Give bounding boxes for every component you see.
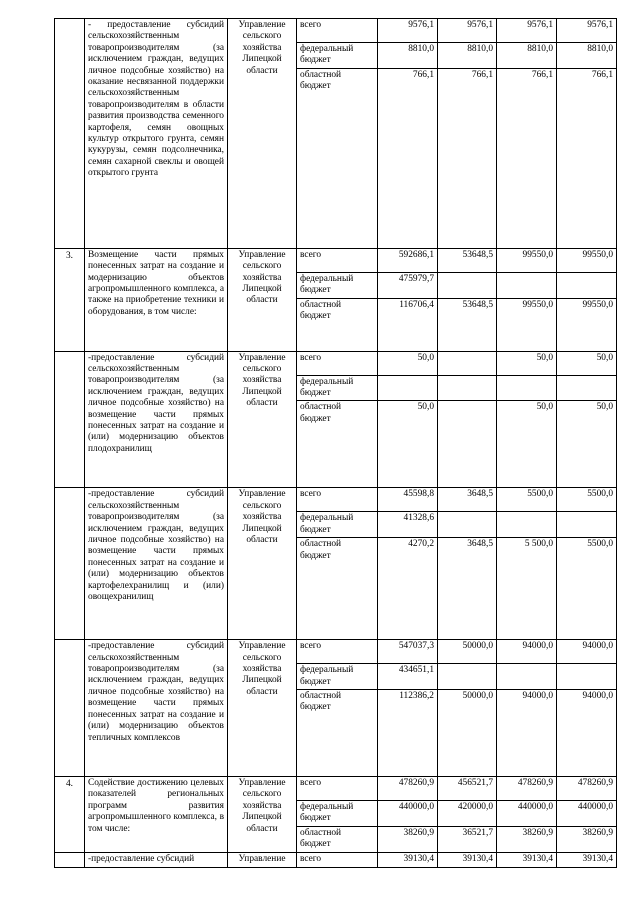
- amount-year-3: [497, 272, 557, 298]
- amount-year-1: 592686,1: [378, 248, 438, 272]
- amount-year-2: [438, 272, 497, 298]
- amount-year-2: 53648,5: [438, 298, 497, 351]
- amount-year-3: [497, 375, 557, 401]
- amount-year-2: 50000,0: [438, 640, 497, 664]
- funding-source: федеральный бюджет: [297, 43, 378, 69]
- amount-year-3: 5500,0: [497, 488, 557, 512]
- table-row: [55, 777, 617, 801]
- amount-year-1: 39130,4: [378, 852, 438, 867]
- table-row: [55, 852, 617, 867]
- amount-year-4: [557, 272, 617, 298]
- amount-year-1: 4270,2: [378, 538, 438, 640]
- amount-year-2: 766,1: [438, 68, 497, 248]
- amount-year-2: 3648,5: [438, 488, 497, 512]
- amount-year-4: 5500,0: [557, 488, 617, 512]
- row-number: [55, 640, 85, 777]
- amount-year-1: 38260,9: [378, 826, 438, 852]
- table-row: [55, 351, 617, 375]
- amount-year-1: 547037,3: [378, 640, 438, 664]
- amount-year-1: 434651,1: [378, 664, 438, 690]
- amount-year-3: [497, 512, 557, 538]
- amount-year-3: 99550,0: [497, 298, 557, 351]
- amount-year-2: [438, 375, 497, 401]
- amount-year-3: 39130,4: [497, 852, 557, 867]
- row-number: [55, 351, 85, 488]
- funding-source: федеральный бюджет: [297, 801, 378, 827]
- amount-year-3: 766,1: [497, 68, 557, 248]
- amount-year-3: 8810,0: [497, 43, 557, 69]
- funding-source: всего: [297, 640, 378, 664]
- table-row: [55, 640, 617, 664]
- amount-year-4: 38260,9: [557, 826, 617, 852]
- amount-year-2: [438, 512, 497, 538]
- funding-source: всего: [297, 351, 378, 375]
- amount-year-1: 50,0: [378, 351, 438, 375]
- amount-year-4: [557, 512, 617, 538]
- amount-year-1: 41328,6: [378, 512, 438, 538]
- amount-year-4: 440000,0: [557, 801, 617, 827]
- amount-year-3: 94000,0: [497, 640, 557, 664]
- measure-description: Содействие достижению целевых показателей региональных программ развития агропромышленного комплекса, в том числе:: [85, 777, 228, 853]
- amount-year-2: 3648,5: [438, 538, 497, 640]
- funding-source: областной бюджет: [297, 826, 378, 852]
- row-number: [55, 19, 85, 249]
- funding-source: всего: [297, 19, 378, 43]
- amount-year-4: 94000,0: [557, 690, 617, 777]
- funding-source: областной бюджет: [297, 538, 378, 640]
- executor-name: Управление сельского хозяйства Липецкой области: [228, 640, 297, 777]
- row-number: [55, 852, 85, 867]
- table-row: [55, 488, 617, 512]
- funding-source: всего: [297, 488, 378, 512]
- budget-table: [54, 18, 617, 868]
- amount-year-4: 94000,0: [557, 640, 617, 664]
- funding-source: областной бюджет: [297, 690, 378, 777]
- funding-source: областной бюджет: [297, 298, 378, 351]
- amount-year-4: 5500,0: [557, 538, 617, 640]
- executor-name: Управление сельского хозяйства Липецкой области: [228, 351, 297, 488]
- funding-source: федеральный бюджет: [297, 512, 378, 538]
- amount-year-2: [438, 351, 497, 375]
- measure-description: Возмещение части прямых понесенных затрат на создание и модернизацию объектов агропромышленного комплекса, а также на приобретение техники и оборудования, в том числе:: [85, 248, 228, 351]
- amount-year-3: [497, 664, 557, 690]
- amount-year-4: 8810,0: [557, 43, 617, 69]
- amount-year-4: 39130,4: [557, 852, 617, 867]
- table-row: [55, 248, 617, 272]
- amount-year-2: [438, 664, 497, 690]
- executor-name: Управление: [228, 852, 297, 867]
- amount-year-1: 475979,7: [378, 272, 438, 298]
- measure-description: - предоставление субсидий сельскохозяйственным товаропроизводителям (за исключением граждан, ведущих личное подсобные хозяйство) на оказание несвязанной поддержки сельскохозяйственным товаропроизводителям в области развития производства семенного картофеля, семян овощных культур открытого грунта, семян кукурузы, семян подсолнечника, семян сахарной свеклы и овощей открытого грунта: [85, 19, 228, 249]
- amount-year-2: 9576,1: [438, 19, 497, 43]
- measure-description: -предоставление субсидий сельскохозяйственным товаропроизводителям (за исключением граждан, ведущих личное подсобные хозяйство) на возмещение части прямых понесенных затрат на создание и (или) модернизацию объектов тепличных комплексов: [85, 640, 228, 777]
- amount-year-4: 478260,9: [557, 777, 617, 801]
- amount-year-3: 50,0: [497, 351, 557, 375]
- funding-source: областной бюджет: [297, 68, 378, 248]
- amount-year-3: 50,0: [497, 401, 557, 488]
- executor-name: Управление сельского хозяйства Липецкой области: [228, 19, 297, 249]
- funding-source: всего: [297, 852, 378, 867]
- funding-source: федеральный бюджет: [297, 375, 378, 401]
- amount-year-1: 45598,8: [378, 488, 438, 512]
- amount-year-3: 5 500,0: [497, 538, 557, 640]
- funding-source: федеральный бюджет: [297, 664, 378, 690]
- amount-year-1: 116706,4: [378, 298, 438, 351]
- amount-year-3: 440000,0: [497, 801, 557, 827]
- budget-table-body: [55, 19, 617, 868]
- executor-name: Управление сельского хозяйства Липецкой области: [228, 777, 297, 853]
- amount-year-4: [557, 375, 617, 401]
- amount-year-4: 50,0: [557, 401, 617, 488]
- amount-year-4: 9576,1: [557, 19, 617, 43]
- amount-year-2: 53648,5: [438, 248, 497, 272]
- measure-description: -предоставление субсидий: [85, 852, 228, 867]
- measure-description: -предоставление субсидий сельскохозяйственным товаропроизводителям (за исключением граждан, ведущих личное подсобные хозяйство) на возмещение части прямых понесенных затрат на создание и (или) модернизацию объектов картофелехранилищ и (или) овощехранилищ: [85, 488, 228, 640]
- amount-year-4: 99550,0: [557, 298, 617, 351]
- amount-year-2: 36521,7: [438, 826, 497, 852]
- amount-year-1: 112386,2: [378, 690, 438, 777]
- funding-source: федеральный бюджет: [297, 272, 378, 298]
- funding-source: всего: [297, 777, 378, 801]
- amount-year-4: 50,0: [557, 351, 617, 375]
- amount-year-1: 478260,9: [378, 777, 438, 801]
- funding-source: областной бюджет: [297, 401, 378, 488]
- amount-year-2: 420000,0: [438, 801, 497, 827]
- amount-year-3: 99550,0: [497, 248, 557, 272]
- amount-year-1: 9576,1: [378, 19, 438, 43]
- amount-year-2: 456521,7: [438, 777, 497, 801]
- amount-year-1: [378, 375, 438, 401]
- amount-year-4: [557, 664, 617, 690]
- amount-year-2: 8810,0: [438, 43, 497, 69]
- executor-name: Управление сельского хозяйства Липецкой области: [228, 488, 297, 640]
- amount-year-2: [438, 401, 497, 488]
- amount-year-1: 8810,0: [378, 43, 438, 69]
- amount-year-1: 766,1: [378, 68, 438, 248]
- amount-year-1: 440000,0: [378, 801, 438, 827]
- amount-year-4: 99550,0: [557, 248, 617, 272]
- amount-year-4: 766,1: [557, 68, 617, 248]
- table-row: [55, 19, 617, 43]
- funding-source: всего: [297, 248, 378, 272]
- row-number: 4.: [55, 777, 85, 853]
- amount-year-1: 50,0: [378, 401, 438, 488]
- amount-year-3: 38260,9: [497, 826, 557, 852]
- amount-year-3: 9576,1: [497, 19, 557, 43]
- amount-year-3: 478260,9: [497, 777, 557, 801]
- amount-year-2: 39130,4: [438, 852, 497, 867]
- amount-year-3: 94000,0: [497, 690, 557, 777]
- executor-name: Управление сельского хозяйства Липецкой области: [228, 248, 297, 351]
- measure-description: -предоставление субсидий сельскохозяйственным товаропроизводителям (за исключением граждан, ведущих личное подсобные хозяйство) на возмещение части прямых понесенных затрат на создание и (или) модернизацию объектов плодохранилищ: [85, 351, 228, 488]
- amount-year-2: 50000,0: [438, 690, 497, 777]
- row-number: 3.: [55, 248, 85, 351]
- row-number: [55, 488, 85, 640]
